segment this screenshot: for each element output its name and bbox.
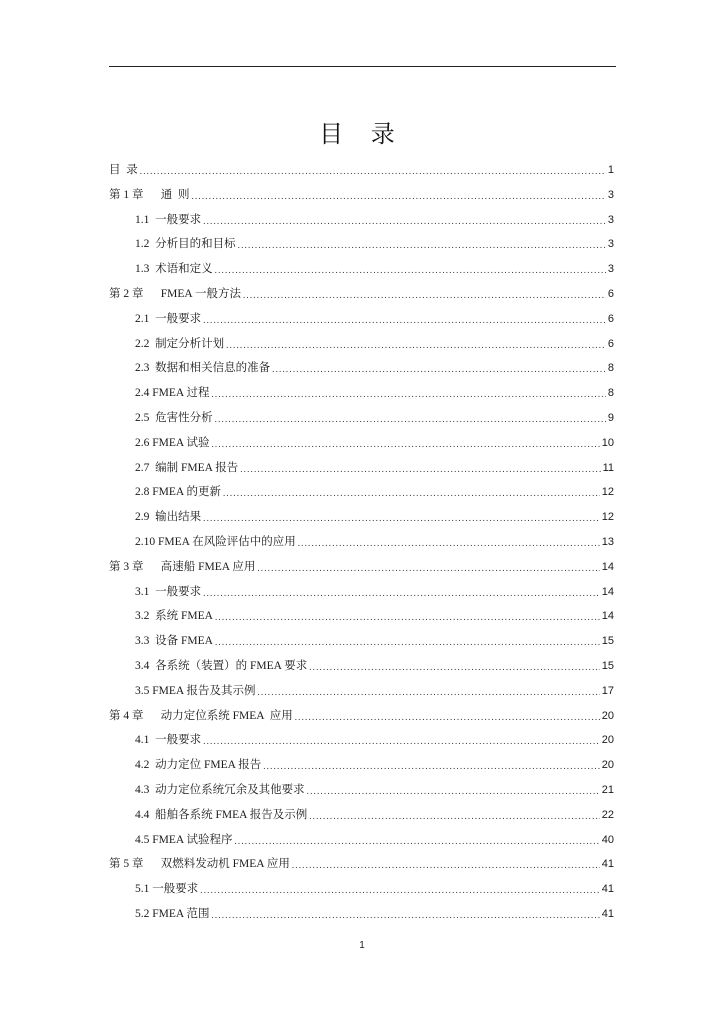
toc-dot-leader bbox=[238, 232, 606, 257]
toc-entry-label: 4.5 FMEA 试验程序 bbox=[135, 833, 233, 846]
toc-entry-page: 9 bbox=[607, 411, 614, 424]
toc-dot-leader bbox=[215, 629, 600, 654]
toc-dot-leader bbox=[309, 654, 600, 679]
toc-entry-page: 41 bbox=[601, 883, 614, 896]
toc-entry-page: 14 bbox=[601, 585, 614, 598]
toc-dot-leader bbox=[211, 431, 599, 456]
toc-entry-section[interactable] bbox=[109, 604, 614, 629]
toc-entry-label: 5.1 一般要求 bbox=[135, 883, 199, 896]
toc-dot-leader bbox=[223, 480, 600, 505]
toc-dot-leader bbox=[292, 852, 600, 877]
toc-entry-page: 14 bbox=[601, 560, 614, 573]
toc-dot-leader bbox=[203, 728, 600, 753]
toc-dot-leader bbox=[257, 555, 599, 580]
toc-entry-section[interactable] bbox=[109, 629, 614, 654]
toc-dot-leader bbox=[203, 580, 600, 605]
toc-entry-section[interactable] bbox=[109, 480, 614, 505]
toc-entry-section[interactable] bbox=[109, 530, 614, 555]
toc-entry-label: 1.1 一般要求 bbox=[135, 213, 202, 226]
toc-entry-label: 4.1 一般要求 bbox=[135, 734, 202, 747]
toc-dot-leader bbox=[211, 902, 599, 927]
toc-dot-leader bbox=[203, 208, 606, 233]
toc-entry-page: 14 bbox=[601, 610, 614, 623]
header-rule bbox=[109, 66, 616, 67]
toc-entry-label: 2.5 危害性分析 bbox=[135, 411, 213, 424]
toc-entry-page: 3 bbox=[607, 263, 614, 276]
toc-dot-leader bbox=[215, 604, 600, 629]
toc-entry-page: 20 bbox=[601, 759, 614, 772]
toc-dot-leader bbox=[203, 505, 600, 530]
toc-entry-page: 1 bbox=[607, 164, 614, 176]
toc-entry-label: 第 5 章 双燃料发动机 FMEA 应用 bbox=[109, 858, 290, 871]
toc-entry-label: 2.3 数据和相关信息的准备 bbox=[135, 362, 271, 375]
toc-entry-chapter[interactable] bbox=[109, 852, 614, 877]
toc-entry-page: 3 bbox=[607, 238, 614, 251]
toc-entry-page: 8 bbox=[607, 362, 614, 375]
toc-entry-chapter[interactable] bbox=[109, 183, 614, 208]
toc-entry-section[interactable] bbox=[109, 803, 614, 828]
toc-entry-section[interactable] bbox=[109, 431, 614, 456]
toc-entry-section[interactable] bbox=[109, 356, 614, 381]
toc-entry-label: 4.2 动力定位 FMEA 报告 bbox=[135, 759, 262, 772]
toc-entry-label: 2.7 编制 FMEA 报告 bbox=[135, 461, 239, 474]
toc-dot-leader bbox=[257, 679, 599, 704]
toc-entry-page: 12 bbox=[601, 486, 614, 499]
page-number: 1 bbox=[359, 940, 365, 951]
toc-entry-label: 5.2 FMEA 范围 bbox=[135, 907, 210, 920]
toc-dot-leader bbox=[309, 803, 600, 828]
toc-entry-label: 2.8 FMEA 的更新 bbox=[135, 486, 221, 499]
toc-dot-leader bbox=[200, 877, 600, 902]
toc-entry-page: 6 bbox=[607, 337, 614, 350]
toc-dot-leader bbox=[240, 456, 600, 481]
toc-entry-section[interactable] bbox=[109, 877, 614, 902]
toc-entry-section[interactable] bbox=[109, 753, 614, 778]
toc-entry-section[interactable] bbox=[109, 381, 614, 406]
toc-entry-label: 2.2 制定分析计划 bbox=[135, 337, 225, 350]
toc-entry-label: 4.3 动力定位系统冗余及其他要求 bbox=[135, 783, 305, 796]
toc-entry-section[interactable] bbox=[109, 208, 614, 233]
toc-entry-page: 17 bbox=[601, 684, 614, 697]
toc-entry-section[interactable] bbox=[109, 332, 614, 357]
toc-dot-leader bbox=[215, 257, 606, 282]
toc-entry-label: 2.10 FMEA 在风险评估中的应用 bbox=[135, 535, 296, 548]
toc-entry-chapter[interactable] bbox=[109, 555, 614, 580]
toc-entry-page: 20 bbox=[601, 734, 614, 747]
toc-entry-section[interactable] bbox=[109, 257, 614, 282]
toc-entry-section[interactable] bbox=[109, 828, 614, 853]
toc-entry-page: 15 bbox=[601, 659, 614, 672]
toc-dot-leader bbox=[140, 158, 606, 183]
toc-entry-page: 40 bbox=[601, 833, 614, 846]
toc-entry-section[interactable] bbox=[109, 580, 614, 605]
toc-dot-leader bbox=[226, 332, 606, 357]
toc-entry-chapter[interactable] bbox=[109, 704, 614, 729]
toc-entry-label: 第 1 章 通 则 bbox=[109, 188, 190, 201]
toc-entry-page: 22 bbox=[601, 808, 614, 821]
toc-dot-leader bbox=[272, 356, 606, 381]
table-of-contents bbox=[109, 158, 614, 927]
toc-entry-page: 13 bbox=[601, 535, 614, 548]
toc-dot-leader bbox=[295, 704, 600, 729]
toc-entry-page: 12 bbox=[601, 511, 614, 524]
toc-entry-label: 3.4 各系统（装置）的 FMEA 要求 bbox=[135, 659, 308, 672]
toc-entry-label: 4.4 船舶各系统 FMEA 报告及示例 bbox=[135, 808, 308, 821]
toc-entry-label: 1.3 术语和定义 bbox=[135, 263, 213, 276]
toc-entry-page: 6 bbox=[607, 312, 614, 325]
toc-entry-page: 3 bbox=[607, 213, 614, 226]
toc-dot-leader bbox=[298, 530, 600, 555]
toc-dot-leader bbox=[243, 282, 606, 307]
toc-entry-page: 20 bbox=[601, 709, 614, 722]
toc-dot-leader bbox=[215, 406, 606, 431]
toc-entry-label: 1.2 分析目的和目标 bbox=[135, 238, 236, 251]
toc-dot-leader bbox=[203, 307, 606, 332]
toc-entry-section[interactable] bbox=[109, 778, 614, 803]
toc-entry-label: 目 录 bbox=[109, 164, 138, 176]
toc-dot-leader bbox=[307, 778, 600, 803]
toc-entry-section[interactable] bbox=[109, 654, 614, 679]
toc-entry-section[interactable] bbox=[109, 679, 614, 704]
toc-entry-label: 3.2 系统 FMEA bbox=[135, 610, 213, 623]
toc-entry-page: 21 bbox=[601, 783, 614, 796]
toc-entry-page: 41 bbox=[601, 907, 614, 920]
page-title: 目 录 bbox=[319, 120, 405, 149]
toc-entry-label: 第 4 章 动力定位系统 FMEA 应用 bbox=[109, 709, 293, 722]
toc-entry-page: 11 bbox=[602, 461, 614, 474]
toc-entry-label: 2.4 FMEA 过程 bbox=[135, 387, 210, 400]
toc-entry-label: 3.5 FMEA 报告及其示例 bbox=[135, 684, 256, 697]
toc-entry-page: 41 bbox=[601, 858, 614, 871]
toc-entry-section[interactable] bbox=[109, 728, 614, 753]
toc-entry-section[interactable] bbox=[109, 902, 614, 927]
toc-entry-page: 15 bbox=[601, 635, 614, 648]
toc-entry-page: 6 bbox=[607, 287, 614, 300]
toc-entry-section[interactable] bbox=[109, 406, 614, 431]
toc-entry-page: 10 bbox=[601, 436, 614, 449]
toc-entry-section[interactable] bbox=[109, 307, 614, 332]
toc-entry-chapter[interactable] bbox=[109, 282, 614, 307]
toc-entry-label: 3.1 一般要求 bbox=[135, 585, 202, 598]
toc-entry-label: 2.1 一般要求 bbox=[135, 312, 202, 325]
toc-entry-section[interactable] bbox=[109, 456, 614, 481]
toc-dot-leader bbox=[211, 381, 605, 406]
toc-dot-leader bbox=[263, 753, 600, 778]
toc-dot-leader bbox=[192, 183, 606, 208]
toc-entry-label: 第 2 章 FMEA 一般方法 bbox=[109, 287, 241, 300]
toc-entry-label: 第 3 章 高速船 FMEA 应用 bbox=[109, 560, 256, 573]
toc-dot-leader bbox=[234, 828, 599, 853]
toc-entry-page: 8 bbox=[607, 387, 614, 400]
toc-entry-label: 2.9 输出结果 bbox=[135, 511, 202, 524]
toc-entry-label: 2.6 FMEA 试验 bbox=[135, 436, 210, 449]
toc-entry-chapter[interactable] bbox=[109, 158, 614, 183]
toc-entry-section[interactable] bbox=[109, 232, 614, 257]
toc-entry-label: 3.3 设备 FMEA bbox=[135, 635, 213, 648]
toc-entry-section[interactable] bbox=[109, 505, 614, 530]
toc-entry-page: 3 bbox=[607, 188, 614, 201]
